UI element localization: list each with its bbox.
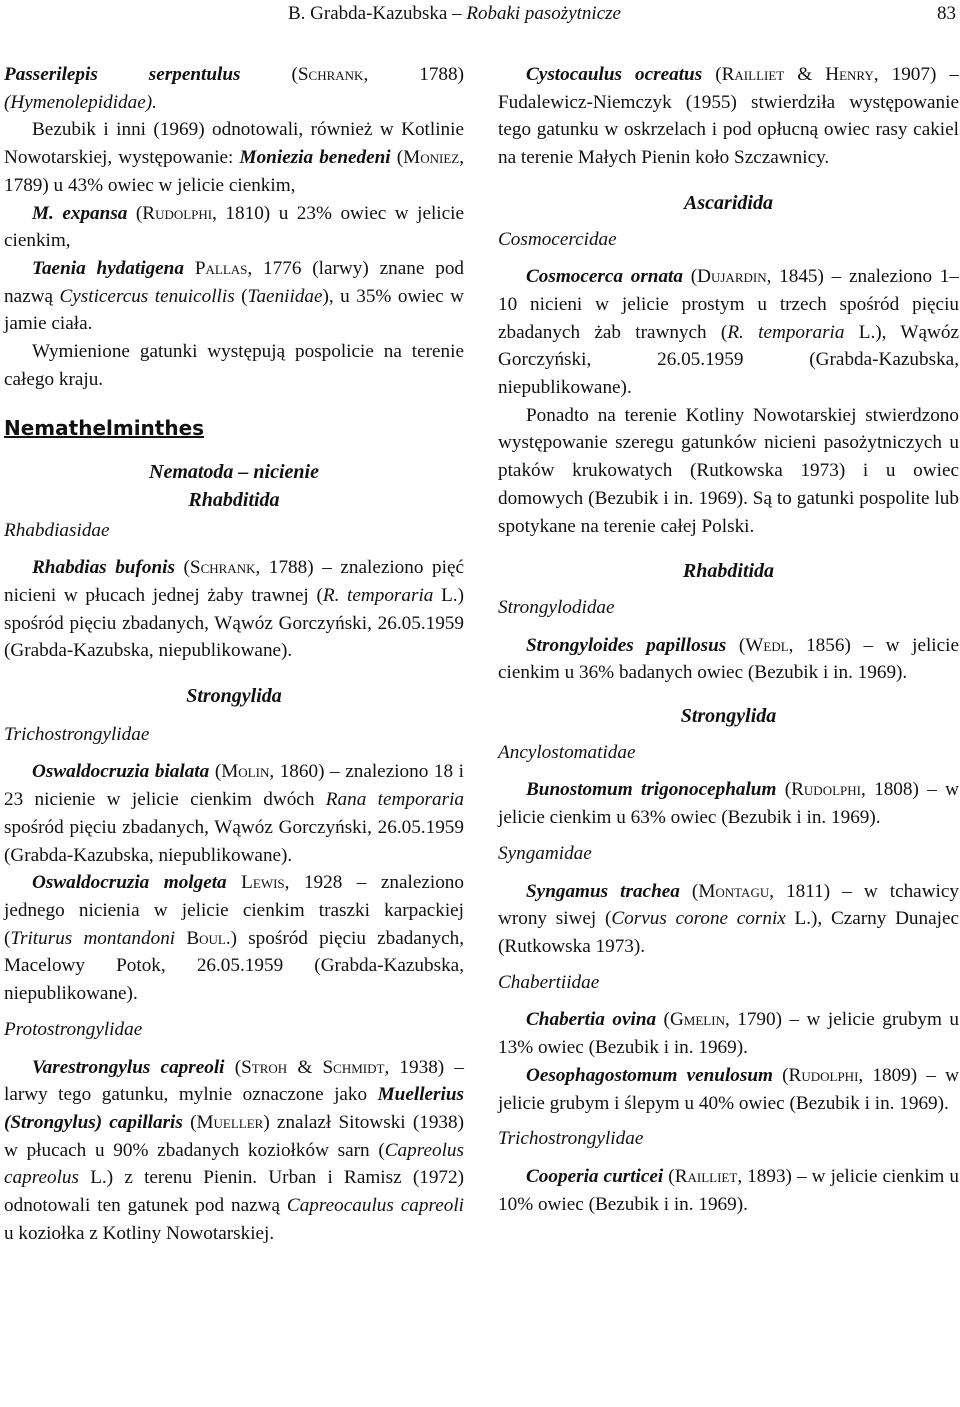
paragraph: Bezubik i inni (1969) odnotowali, również w Kotlinie Nowotarskiej, występowanie: Moniezia benedeni (Moniez, 1789) u 43% owiec w jelicie cienkim, [4, 119, 465, 196]
species-name: Oswaldocruzia bialata [32, 761, 210, 783]
page-number: 83 [937, 3, 956, 24]
species-name: Moniezia benedeni [239, 147, 391, 169]
family-heading: Strongylodidae [498, 596, 615, 618]
species-authority: Moniez [403, 147, 460, 169]
paragraph: Ponadto na terenie Kotliny Nowotarskiej stwierdzono występowanie szeregu gatunków nicieni pasożytniczych u ptaków krukowatych (Rutkowska 1973) i u owiec domowych (Bezubik i in. 1969). Są to gatunki pospolite lub spotykane na terenie całej Polski. [498, 404, 959, 537]
species-entry: Cystocaulus ocreatus (Railliet & Henry, 1907) – Fudalewicz-Niemczyk (1955) stwierdziła występowanie tego gatunku w oskrzelach i pod opłucną owiec rasy cakiel na terenie Małych Pienin koło Szczawnicy. [498, 64, 960, 169]
family-heading: Trichostrongylidae [498, 1128, 644, 1150]
species-authority: Montagu [698, 880, 770, 902]
host-name: R. temporaria [727, 321, 845, 343]
species-authority: Rudolphi [791, 779, 861, 801]
running-header [0, 3, 960, 33]
species-authority: Pallas [194, 257, 248, 279]
species-entry: Chabertia ovina (Gmelin, 1790) – w jelicie grubym u 13% owiec (Bezubik i in. 1969). [498, 1009, 959, 1059]
class-heading: Nematoda – nicienie [149, 461, 319, 484]
paragraph: Wymienione gatunki występują pospolicie na terenie całego kraju. [4, 341, 464, 390]
species-authority: Schrank [189, 557, 256, 579]
species-entry: Oesophagostomum venulosum (Rudolphi, 1809) – w jelicie grubym i ślepym u 40% owiec (Bezubik i in. 1969). [498, 1064, 959, 1114]
species-authority: Gmelin [669, 1009, 725, 1031]
species-name: Chabertia ovina [526, 1009, 657, 1031]
species-authority: Molin [221, 761, 270, 783]
synonym-name: Muellerius (Strongylus) capillaris [4, 1084, 464, 1133]
host-authority: Boul [186, 927, 226, 949]
species-authority: Dujardin [697, 266, 767, 288]
species-entry: Varestrongylus capreoli (Stroh & Schmidt, 1938) – larwy tego gatunku, mylnie oznaczone jako Muellerius (Strongylus) capillaris (Mueller) znalazł Sitowski (1938) w płucach u 90% zbadanych koziołków sarn (Capreolus capreolus L.) z terenu Pienin. Urban i Ramisz (1972) odnotowali ten gatunek pod nazwą Capreocaulus capreoli u koziołka z Kotliny Nowotarskiej. [4, 1056, 465, 1244]
right-column [498, 61, 959, 1218]
species-name: Syngamus trachea [526, 880, 680, 902]
family-heading: Cosmocercidae [498, 228, 617, 250]
family-heading: Rhabdiasidae [4, 519, 110, 541]
species-name: Oesophagostomum venulosum [526, 1064, 773, 1086]
header-author: B. Grabda-Kazubska [288, 3, 448, 24]
species-name: Bunostomum trigonocephalum [526, 779, 777, 801]
species-name: Cystocaulus ocreatus [526, 64, 703, 85]
species-authority: Lewis [241, 872, 285, 894]
order-heading: Ascaridida [684, 191, 773, 214]
family-heading: Protostrongylidae [4, 1018, 143, 1040]
host-name: Capreolus capreolus [4, 1139, 464, 1189]
synonym-name: Capreocaulus capreoli [286, 1195, 465, 1217]
species-name: Oswaldocruzia molgeta [32, 872, 227, 894]
species-entry: Rhabdias bufonis (Schrank, 1788) – znaleziono pięć nicieni w płucach jednej żaby trawnej (R. temporaria L.) spośród pięciu zbadanych, Wąwóz Gorczyński, 26.05.1959 (Grabda-Kazubska, niepublikowane). [4, 557, 465, 662]
order-heading: Strongylida [186, 685, 282, 708]
paragraph: M. expansa (Rudolphi, 1810) u 23% owiec w jelicie cienkim, [4, 202, 464, 252]
species-name: Strongyloides papillosus [526, 634, 727, 656]
family-heading: Trichostrongylidae [4, 723, 150, 745]
family-heading: Chabertiidae [498, 971, 600, 993]
host-name: Corvus corone cornix [611, 908, 786, 930]
species-entry: Passerilepis serpentulus (Schrank, 1788) (Hymenolepididae). [4, 64, 464, 113]
species-authority: Railliet & Henry [721, 64, 874, 85]
host-name: R. temporaria [322, 584, 434, 606]
header-dash: – [447, 3, 467, 24]
species-authority: Schrank [297, 64, 364, 85]
species-entry: Cosmocerca ornata (Dujardin, 1845) – znaleziono 1–10 nicieni w jelicie prostym u trzech spośród pięciu zbadanych żab trawnych (R. temporaria L.), Wąwóz Gorczyński, 26.05.1959 (Grabda-Kazubska, niepublikowane). [498, 266, 959, 399]
species-entry: Oswaldocruzia molgeta Lewis, 1928 – znaleziono jednego nicienia w jelicie cienkim traszki karpackiej (Triturus montandoni Boul.) spośród pięciu zbadanych, Macelowy Potok, 26.05.1959 (Grabda-Kazubska, niepublikowane). [4, 872, 464, 1005]
order-heading: Strongylida [680, 705, 777, 728]
species-name: Taenia hydatigena [32, 257, 184, 279]
paragraph: Taenia hydatigena Pallas, 1776 (larwy) znane pod nazwą Cysticercus tenuicollis (Taeniidae), u 35% owiec w jamie ciała. [4, 257, 465, 335]
family-name-inline: Taeniidae [247, 285, 323, 307]
species-name: Passerilepis serpentulus [4, 64, 241, 85]
species-name: Rhabdias bufonis [32, 557, 175, 579]
species-name: M. expansa [32, 202, 128, 224]
species-entry: Strongyloides papillosus (Wedl, 1856) – w jelicie cienkim u 36% badanych owiec (Bezubik i in. 1969). [498, 634, 960, 684]
species-entry: Syngamus trachea (Montagu, 1811) – w tchawicy wrony siwej (Corvus corone cornix L.), Czarny Dunajec (Rutkowska 1973). [498, 880, 959, 957]
species-name: Cooperia curticei [526, 1165, 664, 1187]
species-authority: Railliet [674, 1165, 738, 1187]
species-authority: Stroh & Schmidt [241, 1056, 385, 1078]
species-entry: Oswaldocruzia bialata (Molin, 1860) – znaleziono 18 i 23 nicienie w jelicie cienkim dwóch Rana temporaria spośród pięciu zbadanych, Wąwóz Gorczyński, 26.05.1959 (Grabda-Kazubska, niepublikowane). [4, 761, 465, 866]
left-column [4, 61, 464, 1247]
order-heading: Rhabditida [188, 488, 280, 511]
species-name: Varestrongylus capreoli [32, 1056, 225, 1078]
species-entry: Bunostomum trigonocephalum (Rudolphi, 1808) – w jelicie cienkim u 63% owiec (Bezubik i in. 1969). [498, 779, 960, 829]
host-name: Rana temporaria [325, 789, 464, 811]
order-heading: Rhabditida [682, 560, 775, 583]
header-work-title: Robaki pasożytnicze [466, 3, 621, 24]
species-entry: Cooperia curticei (Railliet, 1893) – w jelicie cienkim u 10% owiec (Bezubik i in. 1969). [498, 1165, 959, 1215]
species-authority: Wedl [745, 634, 789, 656]
family-name-inline: (Hymenolepididae). [4, 91, 157, 113]
species-authority: Rudolphi [788, 1064, 859, 1086]
host-name: Triturus montandoni [10, 927, 176, 949]
species-name: Cosmocerca ornata [526, 266, 683, 288]
species-authority: Mueller [196, 1111, 264, 1133]
species-authority: Rudolphi [142, 202, 213, 224]
running-title [288, 3, 621, 25]
family-heading: Ancylostomatidae [498, 741, 636, 763]
synonym-name: Cysticercus tenuicollis [59, 285, 235, 307]
family-heading: Syngamidae [498, 842, 592, 864]
phylum-heading: Nemathelminthes [4, 416, 205, 441]
